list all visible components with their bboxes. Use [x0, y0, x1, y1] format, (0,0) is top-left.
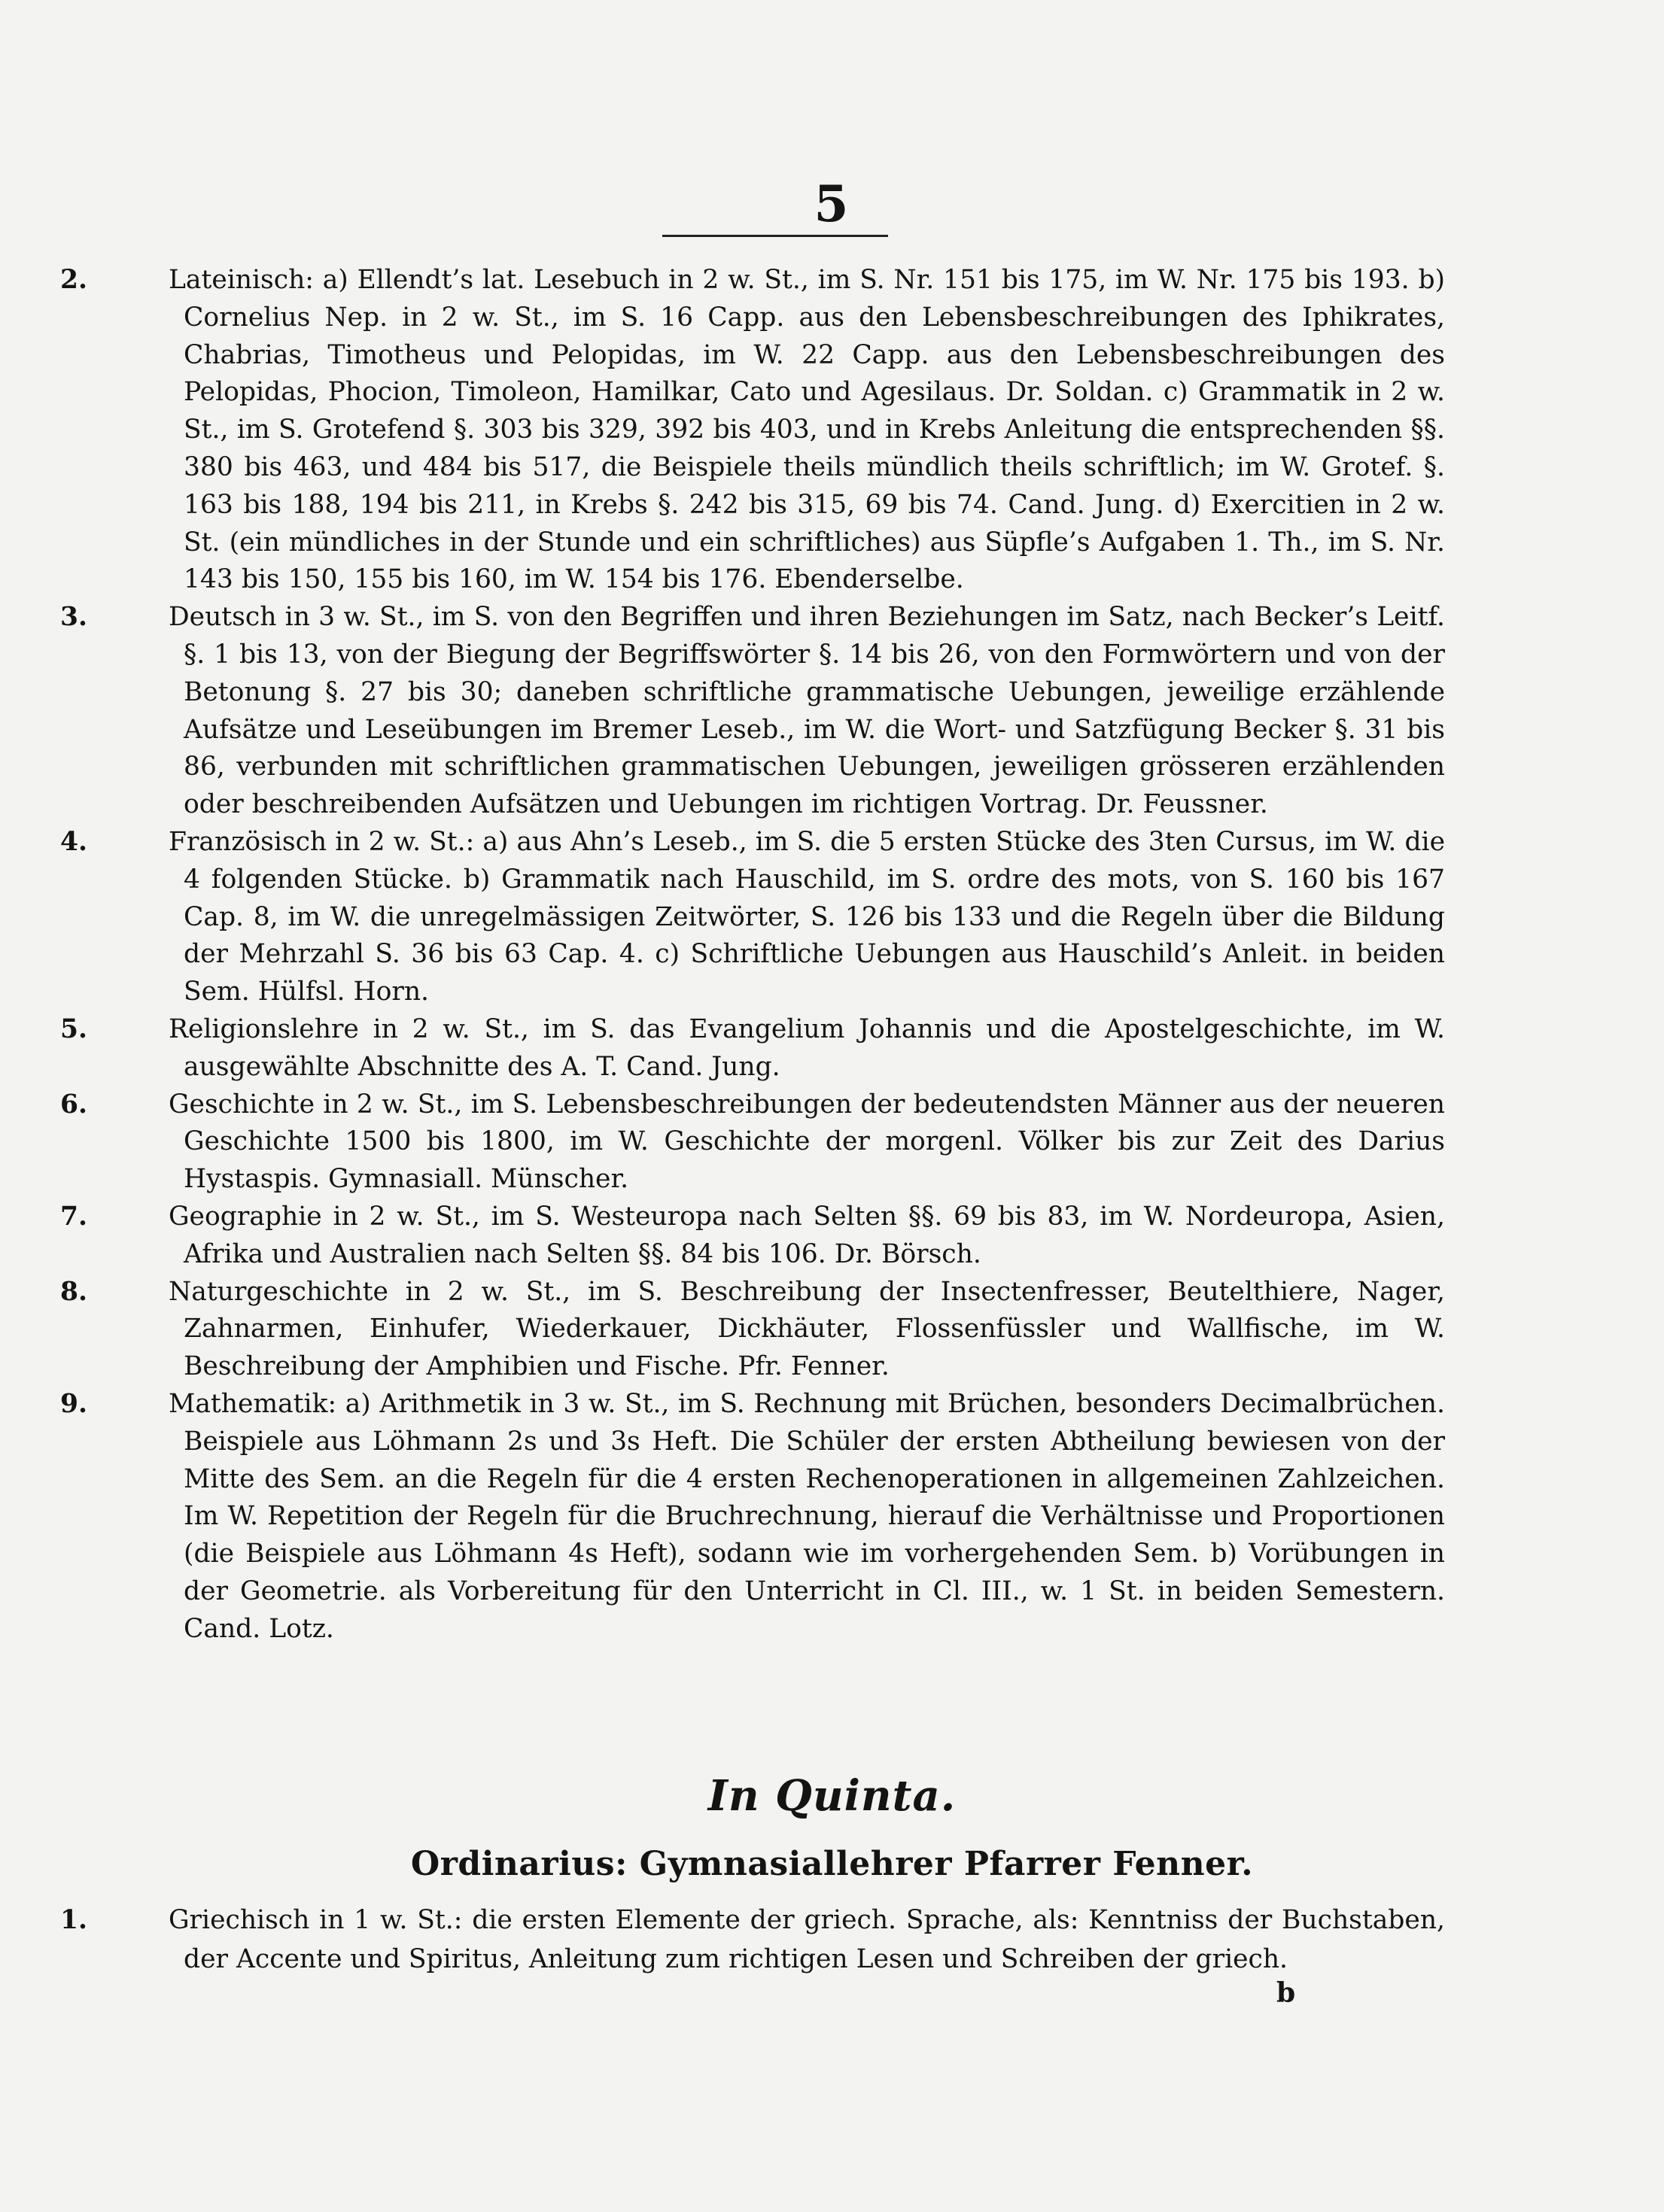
list-item-geography — [60, 1199, 1445, 1274]
item-number: 5. — [60, 1013, 88, 1044]
item-text: Deutsch in 3 w. St., im S. von den Begriffen und ihren Beziehungen im Satz, nach Becker’s Leitf. §. 1 bis 13, von der Biegung der Begriffswörter §. 14 bis 26, von den Formwörtern und von der Betonung §. 27 bis 30; daneben schriftliche grammatische Uebungen, jeweilige erzählende Aufsätze und Leseübungen im Bremer Leseb., im W. die Wort- und Satzfügung Becker §. 31 bis 86, verbunden mit schriftlichen grammatischen Uebungen, jeweiligen grösseren erzählenden oder beschreibenden Aufsätzen und Uebungen im richtigen Vortrag. Dr. Feussner. — [169, 602, 1445, 820]
printer-signature-mark: b — [1276, 1977, 1296, 2009]
list-item-latin — [60, 262, 1445, 599]
item-number: 9. — [60, 1388, 88, 1419]
quinta-curriculum-list — [60, 1901, 1445, 1979]
section-heading-quinta: In Quinta. — [707, 1771, 957, 1821]
item-text: Mathematik: a) Arithmetik in 3 w. St., im S. Rechnung mit Brüchen, besonders Decimalbrüchen. Beispiele aus Löhmann 2s und 3s Heft. Die Schüler der ersten Abtheilung bewiesen von der Mitte des Sem. an die Regeln für die 4 ersten Rechenoperationen in allgemeinen Zahlzeichen. Im W. Repetition der Regeln für die Bruchrechnung, hierauf die Verhältnisse und Proportionen (die Beispiele aus Löhmann 4s Heft), sodann wie im vorhergehenden Sem. b) Vorübungen in der Geometrie. als Vorbereitung für den Unterricht in Cl. III., w. 1 St. in beiden Semestern. Cand. Lotz. — [169, 1388, 1445, 1644]
list-item-history — [60, 1086, 1445, 1199]
page-number: 5 — [814, 175, 850, 233]
item-text: Griechisch in 1 w. St.: die ersten Elemente der griech. Sprache, als: Kenntniss der Buchstaben, der Accente und Spiritus, Anleitung zum richtigen Lesen und Schreiben der griech. — [169, 1905, 1445, 1974]
item-number: 6. — [60, 1089, 88, 1120]
item-text: Lateinisch: a) Ellendt’s lat. Lesebuch in 2 w. St., im S. Nr. 151 bis 175, im W. Nr. 175 bis 193. b) Cornelius Nep. in 2 w. St., im S. 16 Capp. aus den Lebensbeschreibungen des Iphikrates, Chabrias, Timotheus und Pelopidas, im W. 22 Capp. aus den Lebensbeschreibungen des Pelopidas, Phocion, Timoleon, Hamilkar, Cato und Agesilaus. Dr. Soldan. c) Grammatik in 2 w. St., im S. Grotefend §. 303 bis 329, 392 bis 403, und in Krebs Anleitung die entsprechenden §§. 380 bis 463, und 484 bis 517, die Beispiele theils mündlich theils schriftlich; im W. Grotef. §. 163 bis 188, 194 bis 211, in Krebs §. 242 bis 315, 69 bis 74. Cand. Jung. d) Exercitien in 2 w. St. (ein mündliches in der Stunde und ein schriftliches) aus Süpfle’s Aufgaben 1. Th., im S. Nr. 143 bis 150, 155 bis 160, im W. 154 bis 176. Ebenderselbe. — [169, 265, 1445, 595]
item-text: Französisch in 2 w. St.: a) aus Ahn’s Leseb., im S. die 5 ersten Stücke des 3ten Cursus, im W. die 4 folgenden Stücke. b) Grammatik nach Hauschild, im S. ordre des mots, von S. 160 bis 167 Cap. 8, im W. die unregelmässigen Zeitwörter, S. 126 bis 133 und die Regeln über die Bildung der Mehrzahl S. 36 bis 63 Cap. 4. c) Schriftliche Uebungen aus Hauschild’s Anleit. in beiden Sem. Hülfsl. Horn. — [169, 826, 1445, 1007]
item-number: 2. — [60, 265, 88, 295]
list-item-french — [60, 824, 1445, 1011]
item-number: 1. — [60, 1905, 88, 1935]
item-text: Naturgeschichte in 2 w. St., im S. Beschreibung der Insectenfresser, Beutelthiere, Nager, Zahnarmen, Einhufer, Wiederkauer, Dickhäuter, Flossenfüssler und Wallfische, im W. Beschreibung der Amphibien und Fische. Pfr. Fenner. — [169, 1276, 1445, 1382]
list-item-german — [60, 599, 1445, 824]
list-item-mathematics — [60, 1386, 1445, 1648]
list-item-natural-history — [60, 1274, 1445, 1386]
list-item-greek — [60, 1901, 1445, 1979]
item-number: 8. — [60, 1276, 88, 1307]
quarta-curriculum-list — [60, 262, 1445, 1648]
item-text: Geographie in 2 w. St., im S. Westeuropa nach Selten §§. 69 bis 83, im W. Nordeuropa, Asien, Afrika und Australien nach Selten §§. 84 bis 106. Dr. Börsch. — [169, 1201, 1445, 1269]
item-text: Geschichte in 2 w. St., im S. Lebensbeschreibungen der bedeutendsten Männer aus der neueren Geschichte 1500 bis 1800, im W. Geschichte der morgenl. Völker bis zur Zeit des Darius Hystaspis. Gymnasiall. Münscher. — [169, 1089, 1445, 1195]
item-number: 3. — [60, 602, 88, 633]
item-text: Religionslehre in 2 w. St., im S. das Evangelium Johannis und die Apostelgeschichte, im W. ausgewählte Abschnitte des A. T. Cand. Jung. — [169, 1013, 1445, 1082]
ordinarius-line: Ordinarius: Gymnasiallehrer Pfarrer Fenner. — [410, 1845, 1254, 1883]
item-number: 4. — [60, 826, 88, 857]
item-number: 7. — [60, 1201, 88, 1232]
page-number-rule — [662, 235, 888, 237]
list-item-religion — [60, 1011, 1445, 1086]
